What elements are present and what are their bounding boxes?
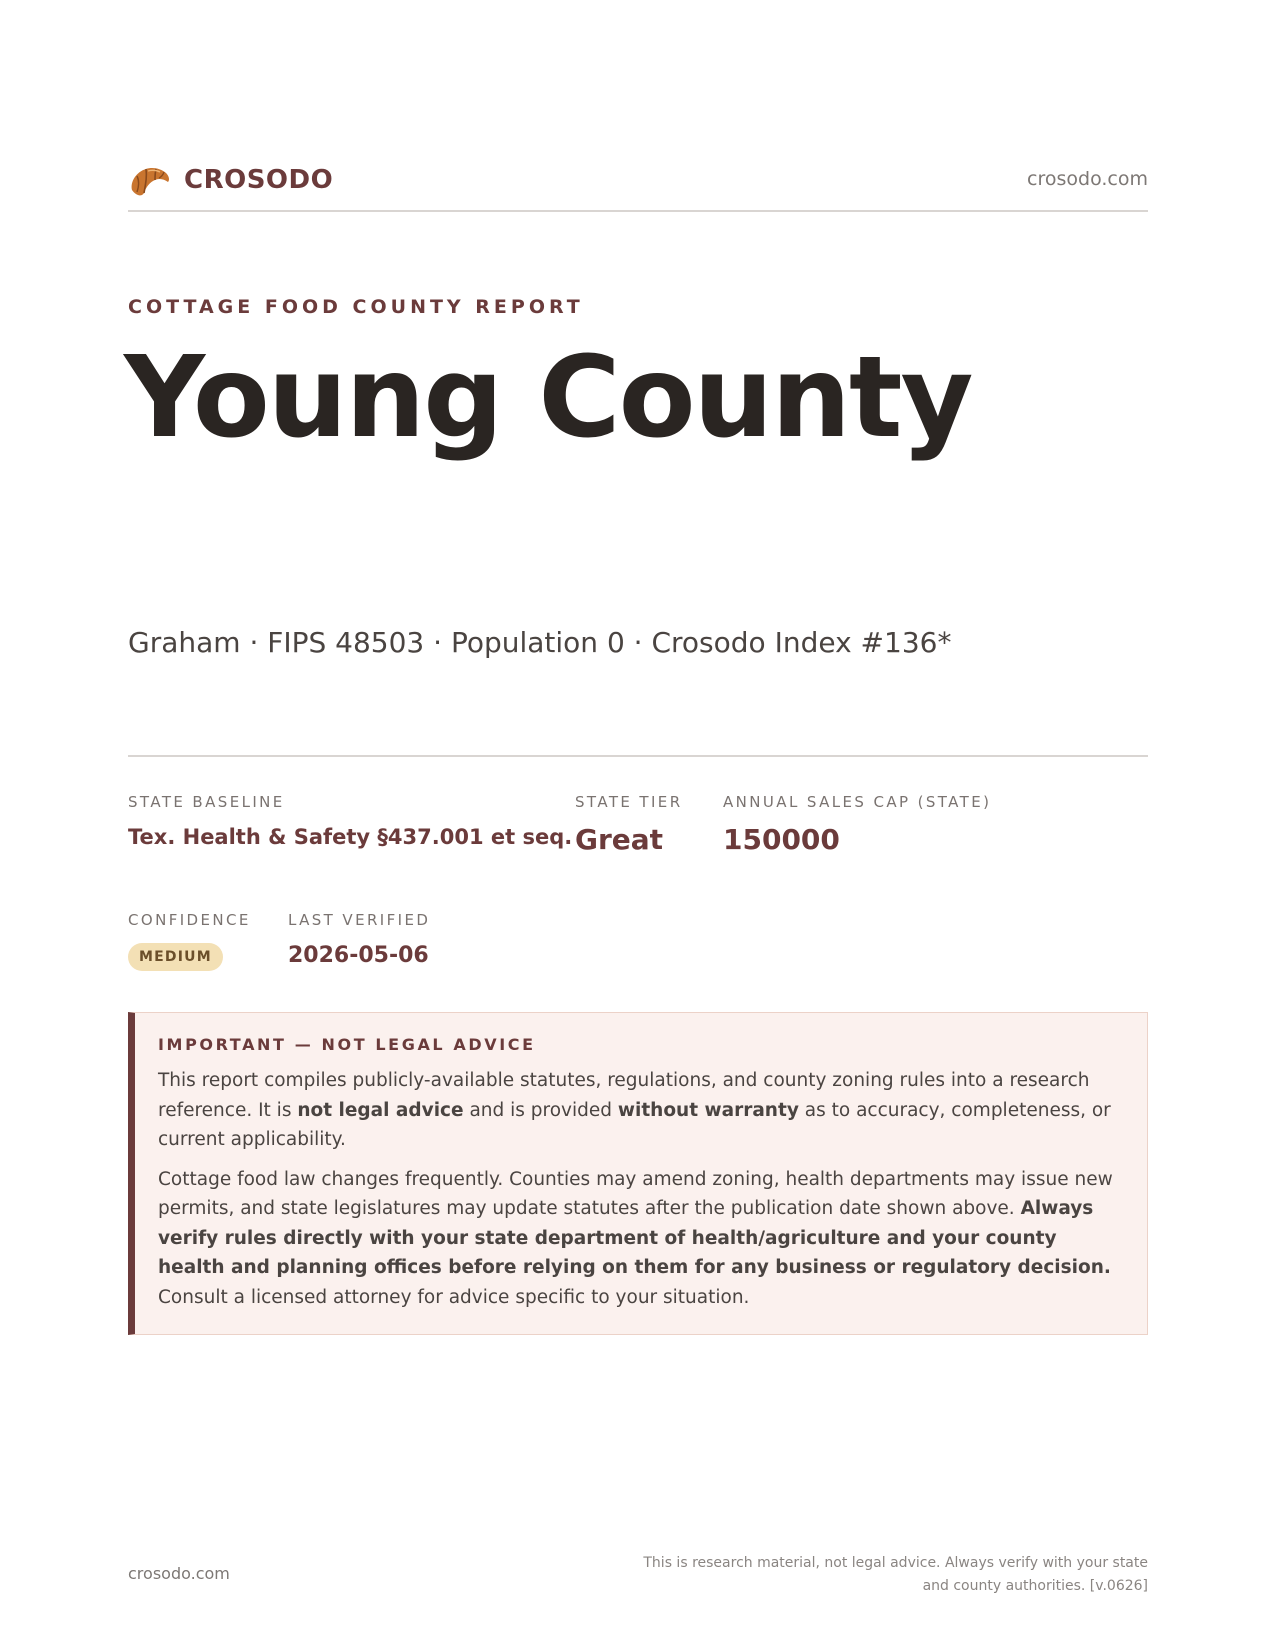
confidence-badge: MEDIUM <box>128 943 223 971</box>
fact-state-tier <box>575 793 683 856</box>
header-bar <box>128 158 1148 212</box>
brand-name: CROSODO <box>184 165 334 195</box>
fact-value: 150000 <box>723 823 840 856</box>
header-divider <box>128 210 1148 212</box>
notice-text: Cottage food law changes frequently. Counties may amend zoning, health departments may issue new permits, and state legislatures may update statutes after the publication date shown above. <box>158 1168 1113 1219</box>
notice-emphasis: not legal advice <box>297 1099 464 1121</box>
fact-label: STATE TIER <box>575 793 683 811</box>
footer-site-link[interactable]: crosodo.com <box>128 1564 230 1583</box>
footer-disclaimer <box>628 1552 1148 1598</box>
fact-value: Tex. Health & Safety §437.001 et seq. <box>128 825 573 849</box>
county-subline: Graham · FIPS 48503 · Population 0 · Crosodo Index #136* <box>128 626 952 659</box>
croissant-icon <box>128 160 172 200</box>
fact-label: ANNUAL SALES CAP (STATE) <box>723 793 992 811</box>
brand[interactable] <box>128 160 333 200</box>
section-divider <box>128 755 1148 757</box>
notice-paragraph <box>158 1066 1123 1155</box>
notice-text: Consult a licensed attorney for advice specific to your situation. <box>158 1286 750 1308</box>
notice-text: and is provided <box>463 1099 618 1121</box>
site-link[interactable]: crosodo.com <box>1027 168 1148 190</box>
notice-emphasis: without warranty <box>617 1099 799 1121</box>
fact-last-verified <box>288 911 430 968</box>
fact-label: STATE BASELINE <box>128 793 285 811</box>
footer-disclaimer-line: and county authorities. [v.0626] <box>922 1578 1148 1594</box>
footer-disclaimer-line: This is research material, not legal advice. Always verify with your state <box>643 1555 1148 1571</box>
notice-emphasis: Always verify rules directly with your state department of health/agriculture and your county health and planning offices before relying on them for any business or regulatory decision. <box>158 1198 1111 1278</box>
fact-sales-cap <box>723 793 991 856</box>
fact-confidence <box>128 911 251 971</box>
fact-label: LAST VERIFIED <box>288 911 431 929</box>
fact-label: CONFIDENCE <box>128 911 251 929</box>
fact-state-baseline <box>128 793 572 849</box>
fact-value: 2026-05-06 <box>288 943 429 968</box>
notice-text: This report compiles publicly-available statutes, regulations, and county zoning rules into a research reference. It is <box>158 1070 1090 1121</box>
notice-title: IMPORTANT — NOT LEGAL ADVICE <box>158 1035 536 1054</box>
page-title: Young County <box>124 333 972 463</box>
report-eyebrow: COTTAGE FOOD COUNTY REPORT <box>128 296 584 318</box>
legal-notice <box>128 1012 1148 1335</box>
notice-text: as to accuracy, completeness, or current applicability. <box>158 1099 1111 1150</box>
fact-value: Great <box>575 823 664 856</box>
report-page <box>124 0 1148 1650</box>
notice-paragraph <box>158 1165 1123 1313</box>
